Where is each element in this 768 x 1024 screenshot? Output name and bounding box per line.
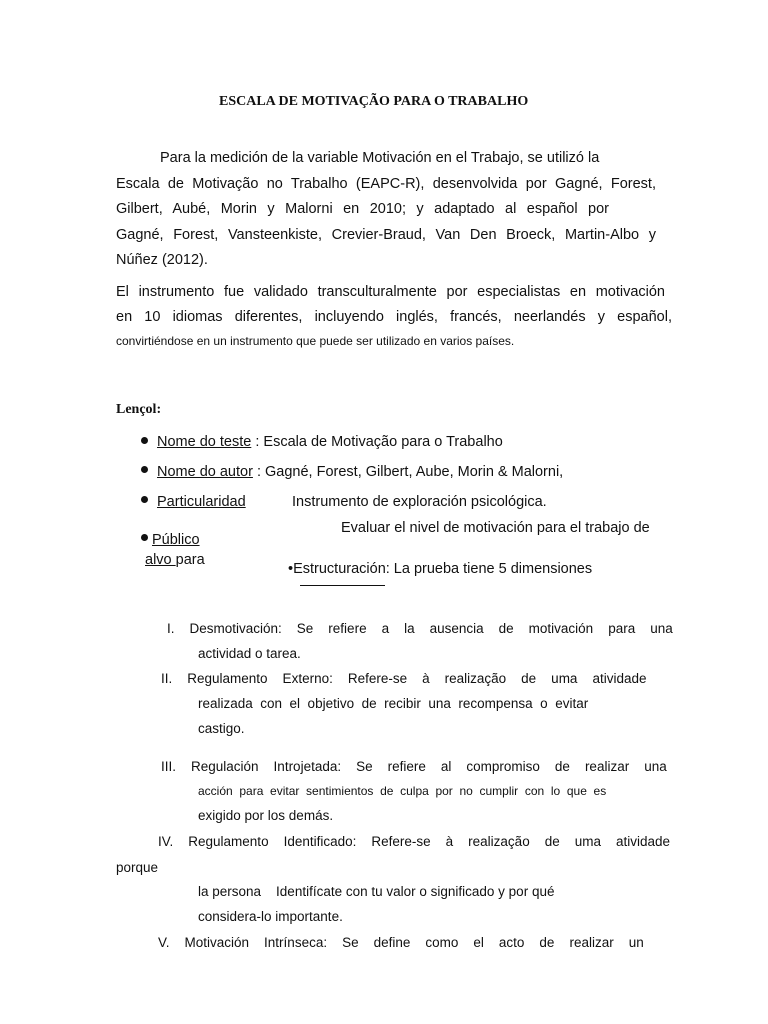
target-label-3: para — [175, 552, 205, 568]
dimension-ii-line-1: II. Regulamento Externo: Refere-se à realização de uma atividade — [161, 671, 647, 686]
bullet-dot-icon — [141, 496, 148, 503]
dimension-iii-line-2: acción para evitar sentimientos de culpa por no cumplir con lo que es — [198, 784, 607, 798]
intro-line-5: Núñez (2012). — [116, 252, 208, 268]
bullet-author — [157, 464, 563, 480]
author-label: Nome do autor — [157, 464, 253, 480]
dimension-iv-line-4: considera-lo importante. — [198, 909, 343, 924]
dimension-iii-line-3: exigido por los demás. — [198, 808, 334, 823]
dimension-iv-line-3: la persona Identifícate con tu valor o significado y por qué — [198, 884, 555, 899]
particularity-value: Instrumento de exploración psicológica. — [292, 494, 547, 510]
validation-line-3: convirtiéndose en un instrumento que puede ser utilizado en varios países. — [116, 334, 515, 348]
dimension-iii-line-1: III. Regulación Introjetada: Se refiere al compromiso de realizar una — [161, 759, 667, 774]
test-name-value: : Escala de Motivação para o Trabalho — [251, 434, 503, 450]
author-value: : Gagné, Forest, Gilbert, Aube, Morin & Malorni, — [252, 464, 564, 480]
document-title: ESCALA DE MOTIVAÇÃO PARA O TRABALHO — [219, 94, 529, 109]
dimension-ii-line-2: realizada con el objetivo de recibir una recompensa o evitar — [198, 696, 589, 711]
dimension-iv-line-2: porque — [116, 860, 159, 875]
target-value: Evaluar el nivel de motivación para el trabajo de — [341, 520, 650, 536]
dimension-v-line-1: V. Motivación Intrínseca: Se define como el acto de realizar un — [158, 935, 644, 950]
validation-line-2: en 10 idiomas diferentes, incluyendo inglés, francés, neerlandés y español, — [116, 309, 672, 325]
bullet-dot-icon — [141, 534, 148, 541]
validation-line-1: El instrumento fue validado transculturalmente por especialistas en motivación — [116, 284, 665, 300]
target-label-1: Público — [152, 532, 200, 548]
intro-line-2: Escala de Motivação no Trabalho (EAPC-R), desenvolvida por Gagné, Forest, — [116, 176, 656, 192]
intro-line-4: Gagné, Forest, Vansteenkiste, Crevier-Braud, Van Den Broeck, Martin-Albo y — [116, 227, 656, 243]
test-name-label: Nome do teste — [157, 434, 252, 450]
dimension-i-line-2: actividad o tarea. — [198, 646, 301, 661]
bullet-dot-icon — [141, 437, 148, 444]
sheet-heading: Lençol: — [116, 402, 162, 417]
dimension-i-line-1: I. Desmotivación: Se refiere a la ausencia de motivación para una — [167, 621, 673, 636]
structure-underline — [300, 585, 385, 586]
dimension-iv-line-1: IV. Regulamento Identificado: Refere-se à realização de uma atividade — [158, 834, 671, 849]
particularity-label: Particularidad — [157, 494, 246, 510]
bullet-test-name — [157, 434, 503, 450]
structure-line: •Estructuración: La prueba tiene 5 dimensiones — [288, 561, 593, 577]
target-label-line-2 — [145, 552, 205, 568]
intro-line-1: Para la medición de la variable Motivación en el Trabajo, se utilizó la — [160, 150, 600, 166]
intro-line-3: Gilbert, Aubé, Morin y Malorni en 2010; y adaptado al español por — [116, 201, 609, 217]
bullet-dot-icon — [141, 466, 148, 473]
dimension-ii-line-3: castigo. — [198, 721, 245, 736]
target-label-2: alvo — [145, 552, 176, 568]
